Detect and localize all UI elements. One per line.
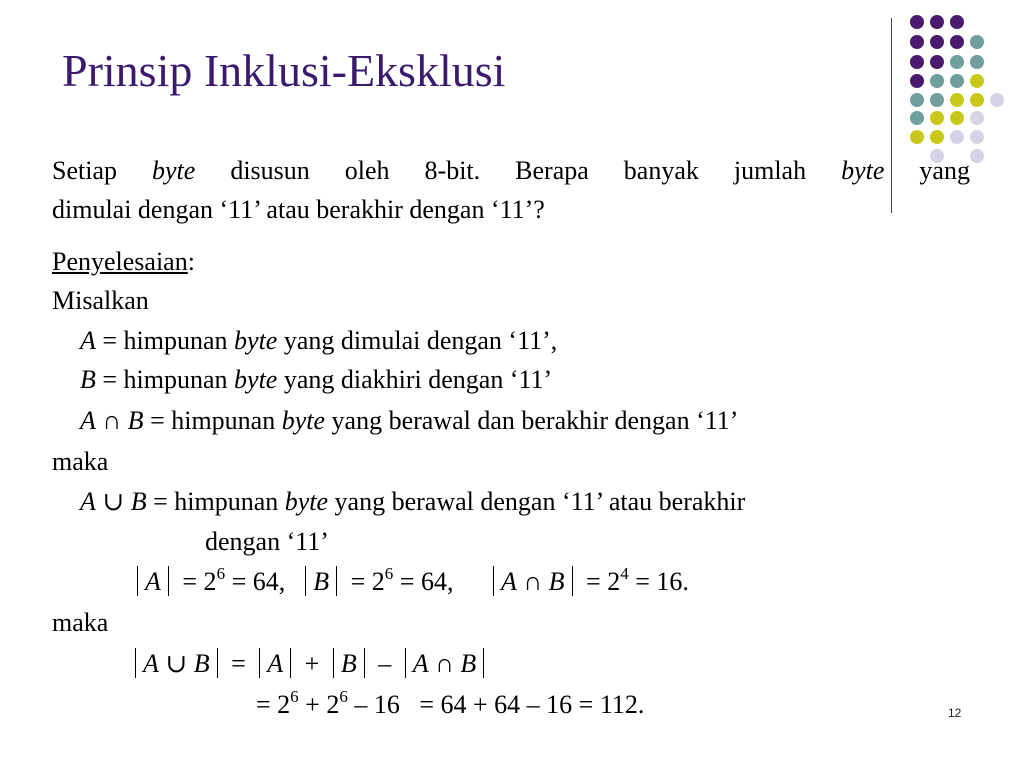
abs-bar [290, 648, 291, 678]
abs-bar [405, 648, 406, 678]
decorative-dot [930, 93, 944, 107]
set-a-symbol: A [500, 567, 517, 596]
text: = 2 [586, 567, 621, 596]
text: byte [281, 406, 326, 435]
problem-line-1 [52, 156, 970, 186]
word: yang [919, 156, 970, 185]
set-a-symbol: A [412, 649, 429, 678]
word: jumlah [733, 156, 807, 185]
decorative-dot [950, 130, 964, 144]
set-b-symbol: B [130, 487, 147, 516]
abs-bar [336, 566, 337, 596]
union-symbol: ∪ [158, 649, 194, 678]
decorative-dot [910, 35, 924, 49]
set-b-symbol: B [80, 365, 96, 394]
abs-bar [137, 566, 138, 596]
word: banyak [623, 156, 699, 185]
intersection-symbol: ∩ [428, 649, 461, 678]
solution-heading [52, 247, 195, 277]
set-b-symbol: B [193, 649, 210, 678]
word: Setiap [52, 156, 117, 185]
set-b-symbol: B [460, 649, 477, 678]
page-number: 12 [948, 706, 962, 720]
exponent: 6 [384, 564, 394, 583]
text: = himpunan [143, 406, 282, 435]
set-a-symbol: A [145, 567, 161, 596]
text: byte [234, 365, 278, 394]
decorative-dot [970, 130, 984, 144]
final-result: = 64 + 64 – 16 = 112. [419, 690, 645, 719]
decorative-dot [930, 55, 944, 69]
definition-b [80, 365, 552, 395]
maka-text-2: maka [52, 608, 109, 637]
decorative-dot [910, 55, 924, 69]
plus-sign: + [304, 649, 320, 678]
text: yang dimulai dengan ‘11’, [277, 326, 558, 355]
minus-sign: – [378, 649, 392, 678]
definition-intersection [80, 406, 738, 436]
abs-bar [305, 566, 306, 596]
text: yang berawal dengan ‘11’ atau berakhir [328, 487, 746, 516]
abs-bar [333, 648, 334, 678]
abs-bar [168, 566, 169, 596]
abs-bar [364, 648, 365, 678]
text: = himpunan [146, 487, 285, 516]
set-b-symbol: B [313, 567, 330, 596]
decorative-dot [970, 35, 984, 49]
exponent: 6 [339, 687, 348, 706]
word: disusun [230, 156, 310, 185]
text: byte [234, 326, 278, 355]
abs-bar [259, 648, 260, 678]
abs-bar [493, 566, 494, 596]
intersection-symbol: ∩ [95, 406, 128, 435]
set-a-symbol: A [80, 487, 96, 516]
set-a-symbol: A [80, 406, 96, 435]
set-a-symbol: A [80, 326, 96, 355]
definition-a [80, 326, 557, 356]
exponent: 4 [620, 564, 629, 583]
word: oleh [344, 156, 390, 185]
text: = himpunan [95, 326, 235, 355]
decorative-dot [930, 111, 944, 125]
union-symbol: ∪ [95, 487, 131, 516]
inclusion-exclusion-formula [128, 648, 491, 679]
abs-bar [572, 566, 573, 596]
decorative-dot [950, 93, 964, 107]
decorative-dot [910, 111, 924, 125]
cardinality-line [130, 566, 689, 597]
result-line [256, 687, 645, 720]
decorative-dot [930, 130, 944, 144]
decorative-dot [970, 55, 984, 69]
decorative-dot [990, 93, 1004, 107]
intersection-symbol: ∩ [516, 567, 549, 596]
maka-text-1: maka [52, 447, 109, 476]
decorative-dot [950, 74, 964, 88]
decorative-dot [930, 35, 944, 49]
text: yang diakhiri dengan ‘11’ [277, 365, 553, 394]
decorative-dot [910, 93, 924, 107]
word: byte [841, 156, 885, 185]
decorative-dot [910, 15, 924, 29]
decorative-dot [950, 55, 964, 69]
problem-line-2: dimulai dengan ‘11’ atau berakhir dengan ‘11’? [52, 195, 545, 224]
text: = 16. [628, 567, 689, 596]
decorative-dot [950, 35, 964, 49]
decorative-dot [970, 149, 984, 163]
solution-heading-text: Penyelesaian [52, 247, 188, 276]
definition-union-cont: dengan ‘11’ [205, 527, 329, 556]
abs-bar [135, 648, 136, 678]
decorative-dot [970, 74, 984, 88]
exponent: 6 [290, 687, 299, 706]
decorative-dot [930, 74, 944, 88]
set-a-symbol: A [267, 649, 284, 678]
text: byte [284, 487, 329, 516]
text: = 64, [225, 567, 286, 596]
decorative-dot [950, 15, 964, 29]
decorative-dot [930, 15, 944, 29]
text: yang berawal dan berakhir dengan ‘11’ [325, 406, 739, 435]
misalkan-text: Misalkan [52, 286, 149, 315]
abs-bar [217, 648, 218, 678]
text: + 2 [298, 690, 340, 719]
decorative-dot [950, 111, 964, 125]
decorative-dot [910, 130, 924, 144]
set-a-symbol: A [143, 649, 159, 678]
abs-bar [483, 648, 484, 678]
decorative-dot [970, 111, 984, 125]
word: Berapa [515, 156, 589, 185]
exponent: 6 [216, 564, 226, 583]
decorative-dot [910, 74, 924, 88]
text: = 2 [350, 567, 385, 596]
word: byte [152, 156, 196, 185]
text: = himpunan [95, 365, 235, 394]
set-b-symbol: B [340, 649, 357, 678]
colon: : [187, 247, 195, 276]
equals-sign: = [231, 649, 246, 678]
definition-union [80, 487, 745, 517]
word: 8-bit. [424, 156, 481, 185]
set-b-symbol: B [127, 406, 144, 435]
slide-title: Prinsip Inklusi-Eksklusi [62, 45, 506, 96]
decorative-dot [970, 93, 984, 107]
text: = 64, [393, 567, 454, 596]
text: – 16 [347, 690, 400, 719]
text: = 2 [256, 690, 291, 719]
set-b-symbol: B [548, 567, 565, 596]
text: = 2 [182, 567, 217, 596]
